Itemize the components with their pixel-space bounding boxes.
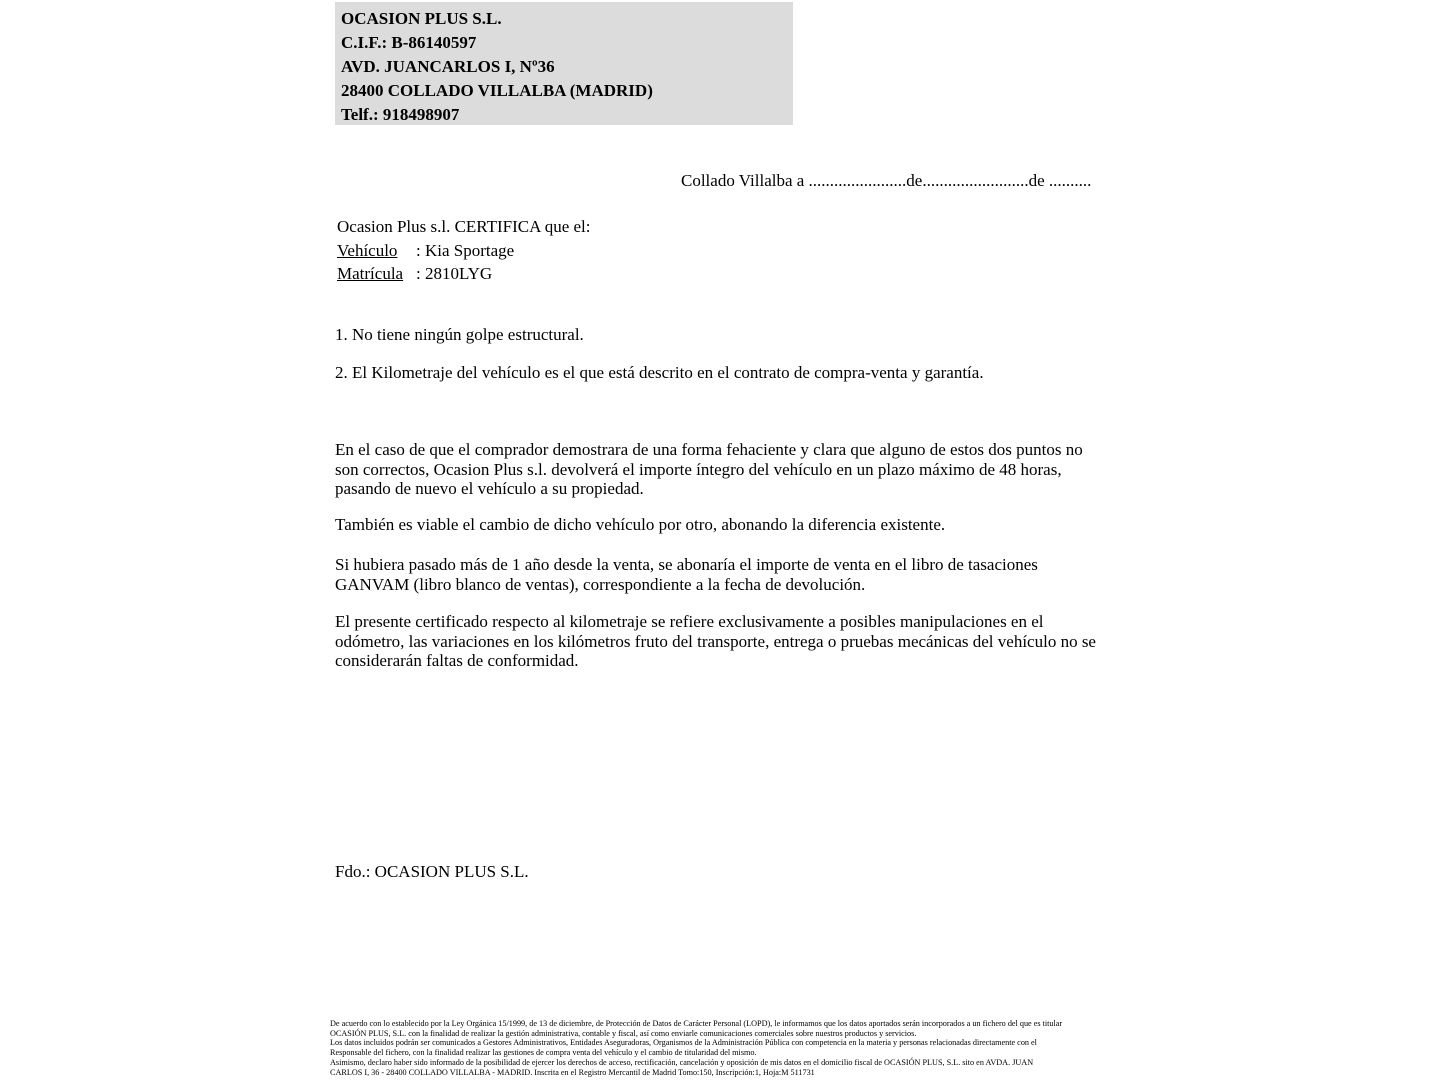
paragraph-exchange: También es viable el cambio de dicho vehículo por otro, abonando la diferencia existente. [335,515,946,534]
vehicle-field-value: : Kia Sportage [416,241,515,260]
company-name: OCASION PLUS S.L. [341,9,502,28]
company-letterhead [335,2,793,125]
legal-footer [330,1019,1062,1077]
company-city: 28400 COLLADO VILLALBA (MADRID) [341,81,653,100]
paragraph-refund: En el caso de que el comprador demostrara de una forma fehaciente y clara que alguno de estos dos puntos no son correctos, Ocasion Plus s.l. devolverá el importe íntegro del vehículo en un plazo máximo de 48 horas, pasando de nuevo el vehículo a su propiedad. [335,440,1083,498]
legal-footer-line: De acuerdo con lo establecido por la Ley Orgánica 15/1999, de 13 de diciembre, de Protección de Datos de Carácter Personal (LOPD), le informamos que los datos aportados serán incorporados a un fichero del que es titular [330,1019,1063,1028]
company-cif: C.I.F.: B-86140597 [341,33,477,52]
plate-field-value: : 2810LYG [416,264,493,283]
date-fill-in-line: Collado Villalba a .......................de.........................de .......... [681,171,1092,190]
legal-footer-line: Los datos incluidos podrán ser comunicados a Gestores Administrativos, Entidades Aseguradoras, Organismos de la Administración Pública con competencia en la materia y personas relacionadas directamente con el [330,1038,1037,1048]
signature-line: Fdo.: OCASION PLUS S.L. [335,862,529,881]
vehicle-field-label: Vehículo [337,241,398,260]
clause-1: 1. No tiene ningún golpe estructural. [335,325,584,344]
company-phone: Telf.: 918498907 [341,105,460,124]
legal-footer-line: CARLOS I, 36 - 28400 COLLADO VILLALBA - MADRID. Inscrita en el Registro Mercantil de Madrid Tomo:150, Inscripción:1, Hoja:M 511731 [330,1067,815,1077]
plate-field-label: Matrícula [337,264,404,283]
legal-footer-line: OCASIÓN PLUS, S.L. con la finalidad de realizar la gestión administrativa, contable y fiscal, así como enviarle comunicaciones comerciales sobre nuestros productos y servicios. [330,1028,917,1038]
legal-footer-line: Asimismo, declaro haber sido informado de la posibilidad de ejercer los derechos de acceso, rectificación, cancelación y oposición de mis datos en el domicilio fiscal de OCASIÓN PLUS, S.L. sito en AVDA. JUAN [330,1057,1034,1067]
plate-field-row [337,264,492,284]
certify-intro: Ocasion Plus s.l. CERTIFICA que el: [337,217,591,236]
paragraph-ganvam: Si hubiera pasado más de 1 año desde la venta, se abonaría el importe de venta en el libro de tasaciones GANVAM (libro blanco de ventas), correspondiente a la fecha de devolución. [335,555,1038,594]
company-address: AVD. JUANCARLOS I, Nº36 [341,57,555,76]
paragraph-odometer: El presente certificado respecto al kilometraje se refiere exclusivamente a posibles manipulaciones en el odómetro, las variaciones en los kilómetros fruto del transporte, entrega o pruebas mecánicas del vehículo no se considerarán faltas de conformidad. [335,612,1096,670]
vehicle-field-row [337,241,514,261]
clause-2: 2. El Kilometraje del vehículo es el que está descrito en el contrato de compra-venta y garantía. [335,363,984,382]
legal-footer-line: Responsable del fichero, con la finalidad realizar las gestiones de compra venta del vehículo y el cambio de titularidad del mismo. [330,1048,757,1058]
